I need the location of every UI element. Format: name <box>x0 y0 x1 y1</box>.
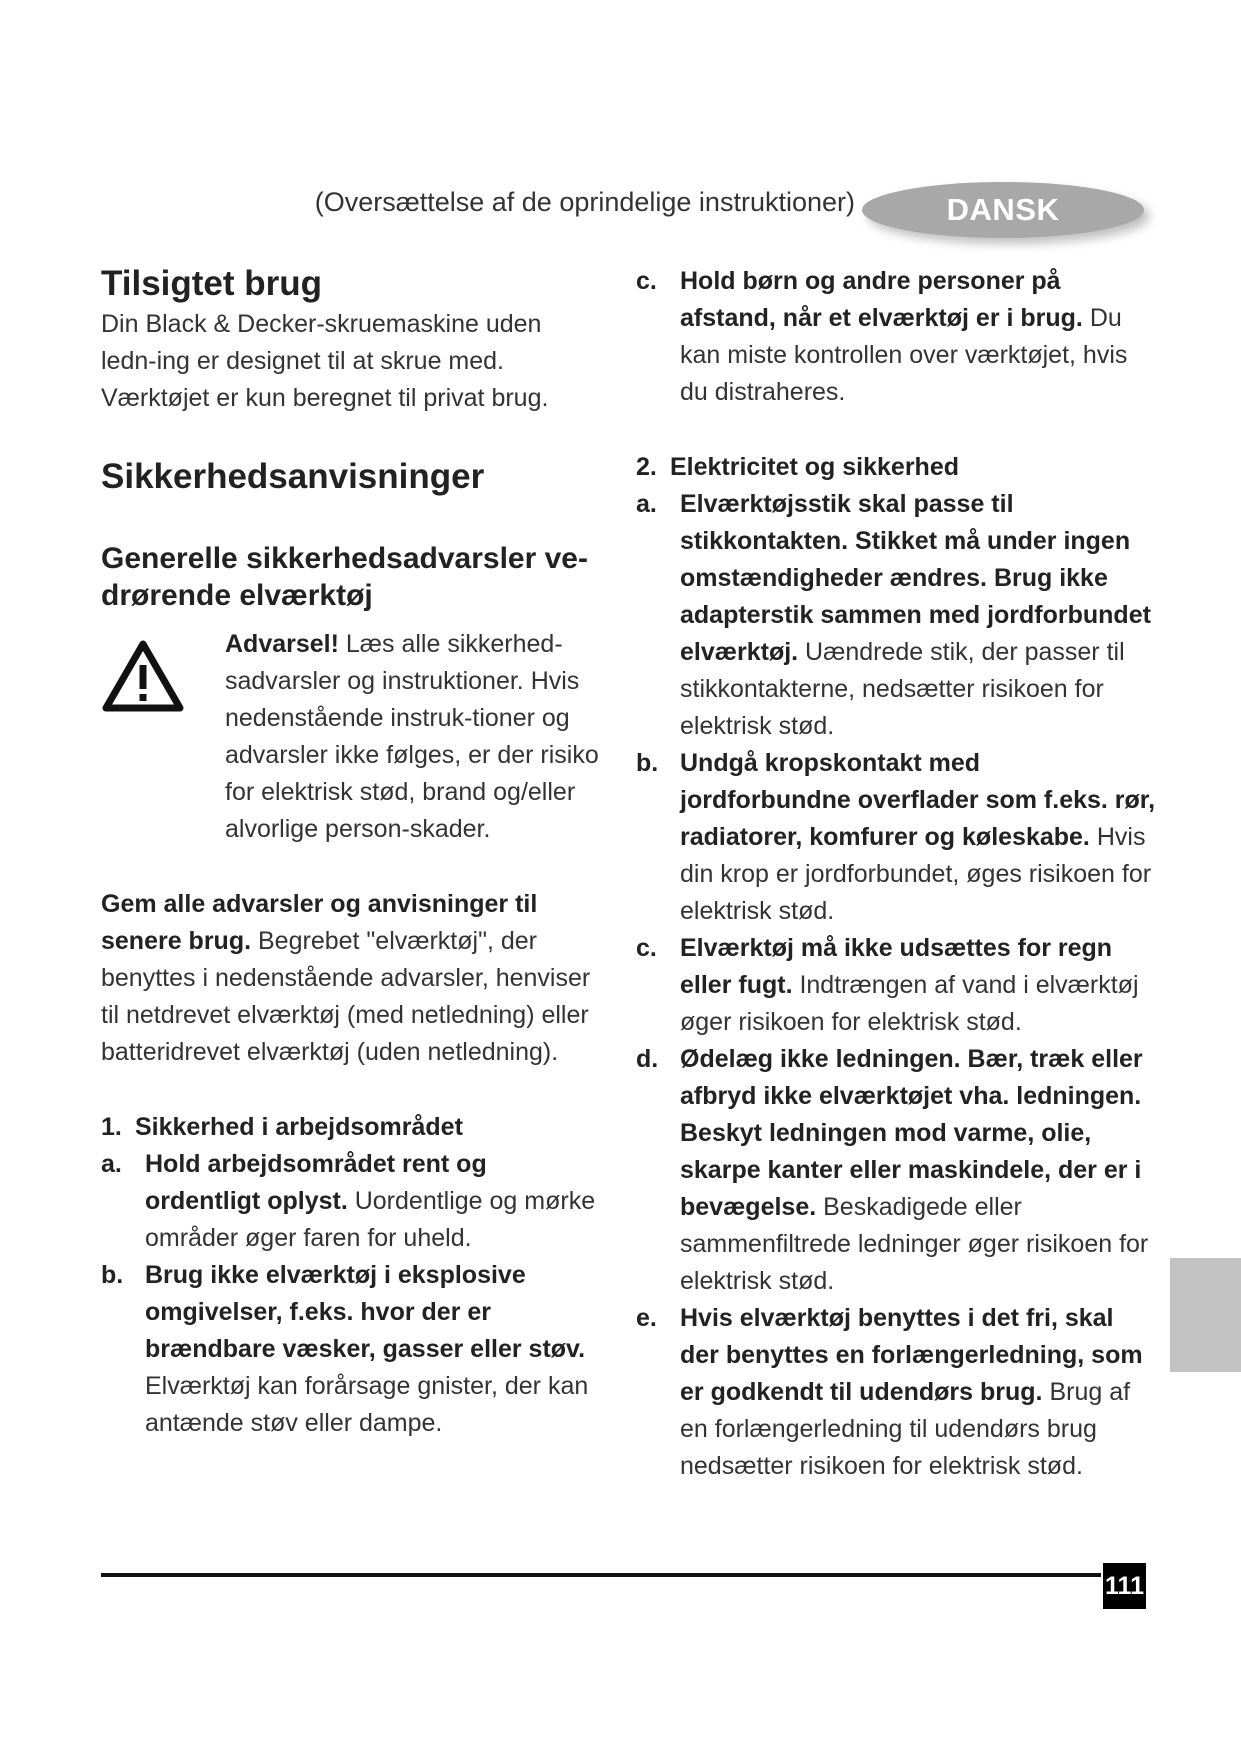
item-marker: b. <box>636 749 659 777</box>
list-item <box>636 263 1156 411</box>
list-item <box>636 1041 1156 1300</box>
item-marker: c. <box>636 934 657 962</box>
item-bold: Undgå kropskontakt med jordforbundne overflader som f.eks. rør, radiatorer, komfurer og køleskabe. <box>680 749 1156 851</box>
item-marker: a. <box>636 490 657 518</box>
section-title: Elektricitet og sikkerhed <box>670 453 960 481</box>
section-number: 2. <box>636 453 657 481</box>
item-marker: c. <box>636 267 657 295</box>
side-tab <box>1170 1258 1241 1372</box>
list-item <box>101 1146 601 1257</box>
translation-subtitle: (Oversættelse af de oprindelige instruktioner) <box>314 187 855 217</box>
item-text: Beskadigede eller sammenfiltrede ledninger øger risikoen for elektrisk stød. <box>680 1193 1149 1295</box>
list-item <box>636 745 1156 930</box>
warning-text <box>225 626 601 848</box>
list-item <box>636 930 1156 1041</box>
item-text: Brug af en forlængerledning til udendørs brug nedsætter risikoen for elektrisk stød. <box>680 1378 1131 1480</box>
item-marker: e. <box>636 1304 657 1332</box>
item-bold: Elværktøj må ikke udsættes for regn eller fugt. <box>680 934 1113 999</box>
language-badge: DANSK <box>862 182 1144 238</box>
section-2-heading <box>636 449 1156 486</box>
item-text: Hvis din krop er jordforbundet, øges risikoen for elektrisk stød. <box>680 823 1152 925</box>
keep-instructions-body: Begrebet "elværktøj", der benyttes i nedenstående advarsler, henviser til netdrevet elværktøj (med netledning) eller batteridrevet elværktøj (uden netledning). <box>101 927 591 1066</box>
item-text: Uordentlige og mørke områder øger faren for uheld. <box>145 1187 596 1252</box>
right-column <box>636 263 1156 1485</box>
item-bold: Brug ikke elværktøj i eksplosive omgivelser, f.eks. hvor der er brændbare væsker, gasser eller støv. <box>145 1261 586 1363</box>
list-item <box>636 486 1156 745</box>
keep-instructions-lead: Gem alle advarsler og anvisninger til senere brug. <box>101 890 538 955</box>
general-safety-title: Generelle sikkerhedsadvarsler ve-drørende elværktøj <box>101 542 588 612</box>
list-item <box>636 1300 1156 1485</box>
footer-rule <box>101 1573 1101 1577</box>
item-bold: Ødelæg ikke ledningen. Bær, træk eller afbryd ikke elværktøjet vha. ledningen. Beskyt ledningen mod varme, olie, skarpe kanter eller maskindele, der er i bevægelse. <box>680 1045 1143 1221</box>
intended-use-text: Din Black & Decker-skruemaskine uden ledn-ing er designet til at skrue med. Værktøjet er kun beregnet til privat brug. <box>101 310 549 412</box>
item-text: Elværktøj kan forårsage gnister, der kan antænde støv eller dampe. <box>145 1372 589 1437</box>
item-marker: b. <box>101 1261 124 1289</box>
item-bold: Hvis elværktøj benyttes i det fri, skal der benyttes en forlængerledning, som er godkendt til udendørs brug. <box>680 1304 1143 1406</box>
item-bold: Elværktøjsstik skal passe til stikkontakten. Stikket må under ingen omstændigheder ændres. Brug ikke adapterstik sammen med jordforbundet elværktøj. <box>680 490 1151 666</box>
item-text: Uændrede stik, der passer til stikkontakterne, nedsætter risikoen for elektrisk stød. <box>680 638 1125 740</box>
item-marker: a. <box>101 1150 122 1178</box>
left-column <box>101 262 601 1442</box>
item-marker: d. <box>636 1045 659 1073</box>
warning-triangle-icon <box>101 626 225 848</box>
page-number: 111 <box>1103 1563 1146 1609</box>
keep-instructions-text <box>101 886 601 1071</box>
item-text: Indtrængen af vand i elværktøj øger risikoen for elektrisk stød. <box>680 971 1139 1036</box>
item-text: Du kan miste kontrollen over værktøjet, hvis du distraheres. <box>680 304 1128 406</box>
item-bold: Hold arbejdsområdet rent og ordentligt oplyst. <box>145 1150 487 1215</box>
safety-title: Sikkerhedsanvisninger <box>101 457 485 496</box>
intended-use-title: Tilsigtet brug <box>101 264 323 303</box>
list-item <box>101 1257 601 1442</box>
section-number: 1. <box>101 1113 122 1141</box>
warning-block <box>101 626 601 848</box>
warning-body: Læs alle sikkerhed-sadvarsler og instruktioner. Hvis nedenstående instruk-tioner og advarsler ikke følges, er der risiko for elektrisk stød, brand og/eller alvorlige person-skader. <box>225 630 599 843</box>
section-1-heading <box>101 1109 601 1146</box>
warning-lead: Advarsel! <box>225 630 339 658</box>
section-title: Sikkerhed i arbejdsområdet <box>135 1113 463 1141</box>
item-bold: Hold børn og andre personer på afstand, når et elværktøj er i brug. <box>680 267 1083 332</box>
